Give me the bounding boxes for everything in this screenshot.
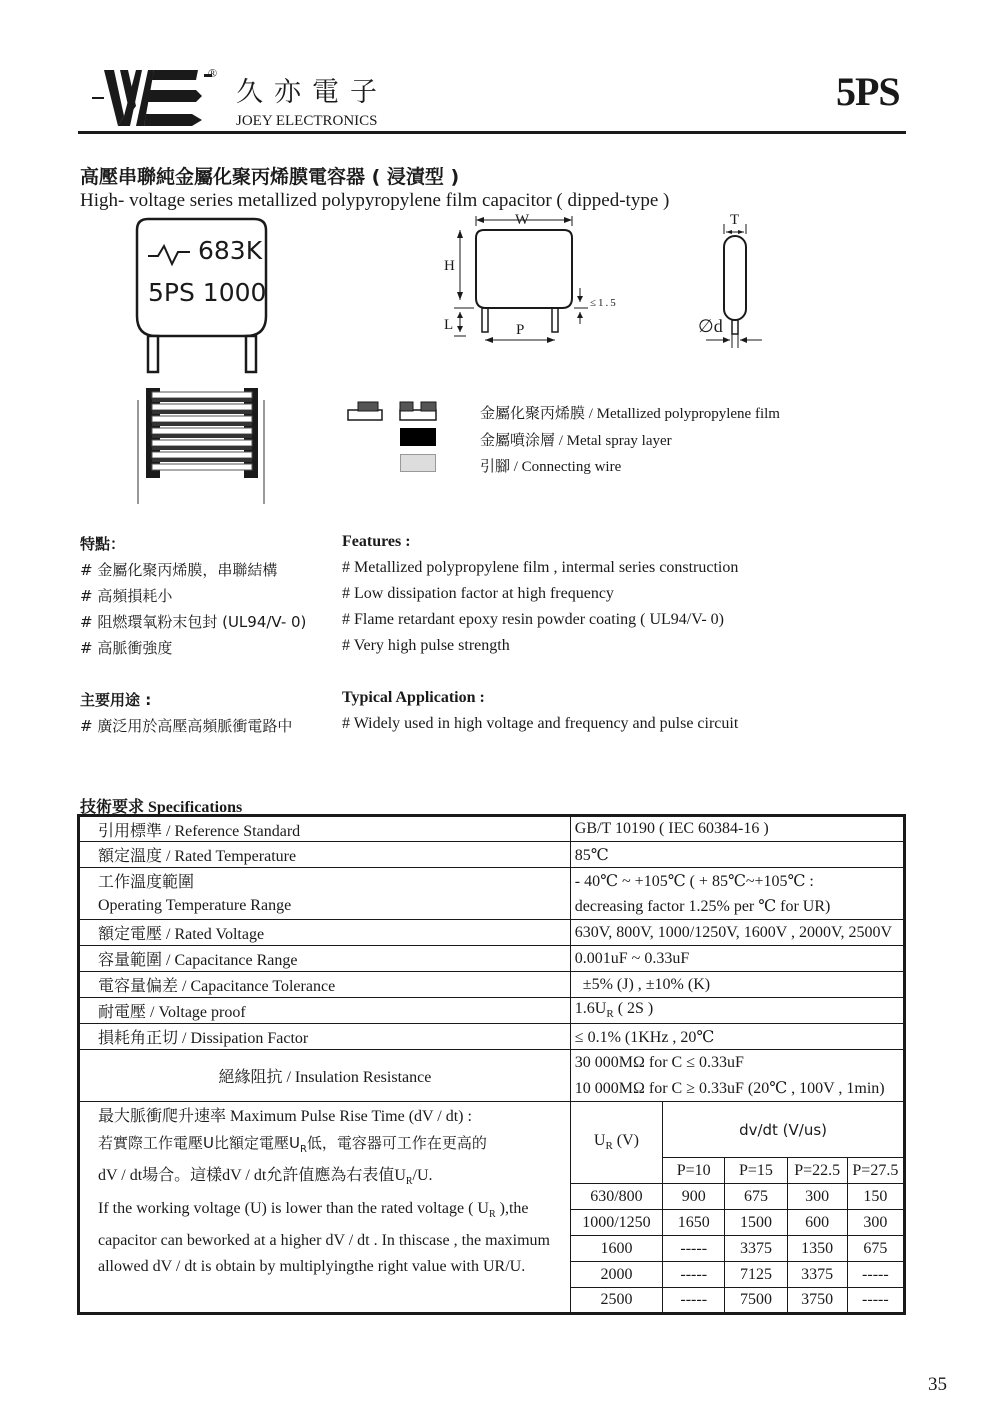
legend-film: 金屬化聚丙烯膜 / Metallized polypropylene film — [480, 406, 780, 422]
table-cell: 2500 — [570, 1288, 662, 1314]
dimension-drawing-front — [436, 212, 636, 352]
application-heading-cn: 主要用途 : — [80, 691, 152, 709]
table-cell: ----- — [847, 1262, 904, 1288]
table-cell: 3750 — [787, 1288, 847, 1314]
specs-heading: 技術要求 Specifications — [80, 799, 243, 816]
table-row — [79, 920, 905, 946]
pulse-line-3a: dV / dt場合。這樣dV / dt允許值應為右表值U — [98, 1167, 406, 1185]
film-layer-icons — [346, 400, 440, 424]
page-number: 35 — [928, 1374, 947, 1395]
spec-label: 引用標準 / Reference Standard — [79, 816, 571, 842]
spec-value — [570, 998, 904, 1024]
ur-header — [570, 1102, 662, 1184]
spec-value: decreasing factor 1.25% per ℃ for UR) — [570, 894, 904, 920]
table-row — [79, 1050, 905, 1076]
table-row — [79, 998, 905, 1024]
insulation-value-2: 10 000MΩ for C ≥ 0.33uF (20℃ , 100V , 1min) — [570, 1076, 904, 1102]
feature-en-1: # Metallized polypropylene film , intermal series construction — [342, 559, 739, 576]
legend-swatch-wire — [400, 454, 436, 472]
pulse-line-4b: ),the — [495, 1199, 529, 1217]
feature-cn-1: # 金屬化聚丙烯膜，串聯結構 — [80, 561, 278, 579]
table-cell: 7500 — [725, 1288, 787, 1314]
spec-label: Operating Temperature Range — [79, 894, 571, 920]
spec-label: 耐電壓 / Voltage proof — [79, 998, 571, 1024]
table-cell: 1500 — [725, 1210, 787, 1236]
pulse-line-2a: 若實際工作電壓U比額定電壓U — [98, 1134, 300, 1153]
table-cell: ----- — [663, 1262, 725, 1288]
table-cell: 1350 — [787, 1236, 847, 1262]
table-cell: 150 — [847, 1184, 904, 1210]
table-cell: 1650 — [663, 1210, 725, 1236]
feature-cn-2: # 高頻損耗小 — [80, 587, 173, 605]
legend-spray: 金屬噴涂層 / Metal spray layer — [480, 433, 672, 449]
spec-value: ≤ 0.1% (1KHz , 20℃ — [570, 1024, 904, 1050]
features-heading-en: Features : — [342, 533, 411, 550]
header-divider — [78, 131, 906, 134]
cross-section-diagram — [134, 386, 274, 508]
pulse-line-4-sub: R — [488, 1208, 496, 1220]
pulse-line-3 — [98, 1163, 566, 1195]
spec-value: GB/T 10190 ( IEC 60384-16 ) — [570, 816, 904, 842]
pitch-header: P=22.5 — [787, 1158, 847, 1184]
table-cell: 3375 — [787, 1262, 847, 1288]
pitch-header: P=27.5 — [847, 1158, 904, 1184]
table-cell: 3375 — [725, 1236, 787, 1262]
table-row — [79, 868, 905, 894]
spec-value: 0.001uF ~ 0.33uF — [570, 946, 904, 972]
voltage-proof-tail: ( 2S ) — [613, 1000, 654, 1018]
ur-label: U — [593, 1132, 606, 1150]
dim-t-label: T — [730, 212, 740, 228]
pulse-line-2b: 低，電容器可工作在更高的 — [306, 1134, 487, 1153]
ur-sub: R — [605, 1140, 613, 1153]
table-cell: 1600 — [570, 1236, 662, 1262]
feature-en-3: # Flame retardant epoxy resin powder coating ( UL94/V- 0) — [342, 611, 724, 628]
pulse-description — [79, 1102, 571, 1314]
spec-value: 630V, 800V, 1000/1250V, 1600V , 2000V, 2500V — [570, 920, 904, 946]
application-cn: # 廣泛用於高壓高頻脈衝電路中 — [80, 717, 293, 735]
marking-model-voltage: 5PS 1000 — [148, 278, 267, 307]
spec-label: 容量範圍 / Capacitance Range — [79, 946, 571, 972]
feature-cn-4: # 高脈衝強度 — [80, 639, 173, 657]
pulse-line-1: 最大脈衝爬升速率 Maximum Pulse Rise Time (dV / dt) : — [98, 1108, 472, 1125]
table-row — [79, 946, 905, 972]
dim-d-label — [698, 316, 723, 337]
spec-label: 工作溫度範圍 — [79, 868, 571, 894]
dvdt-header: dv/dt (V/us) — [663, 1102, 905, 1158]
dim-h-label: H — [444, 258, 455, 274]
table-cell: 675 — [847, 1236, 904, 1262]
table-row — [79, 1102, 905, 1158]
table-cell: 300 — [787, 1184, 847, 1210]
table-row — [79, 816, 905, 842]
table-cell: 1000/1250 — [570, 1210, 662, 1236]
table-cell: 675 — [725, 1184, 787, 1210]
feature-en-4: # Very high pulse strength — [342, 637, 510, 654]
spec-label: 損耗角正切 / Dissipation Factor — [79, 1024, 571, 1050]
table-cell: 300 — [847, 1210, 904, 1236]
dim-d-text: d — [713, 316, 723, 336]
spec-value: 85℃ — [570, 842, 904, 868]
title-en: High- voltage series metallized polypyropylene film capacitor ( dipped-type ) — [80, 190, 670, 211]
pulse-line-2 — [98, 1130, 566, 1163]
pulse-line-4a: If the working voltage (U) is lower than the rated voltage ( U — [98, 1199, 489, 1217]
title-cn: 高壓串聯純金屬化聚丙烯膜電容器 ( 浸漬型 ) — [80, 166, 460, 188]
application-heading-en: Typical Application : — [342, 689, 485, 706]
ur-unit: (V) — [612, 1132, 639, 1150]
spec-label: 額定溫度 / Rated Temperature — [79, 842, 571, 868]
insulation-value-1: 30 000MΩ for C ≤ 0.33uF — [570, 1050, 904, 1076]
brand-name-en: JOEY ELECTRONICS — [236, 113, 378, 129]
marking-capacitance: 683K — [198, 236, 263, 265]
table-row — [79, 972, 905, 998]
table-row — [79, 1024, 905, 1050]
feature-en-2: # Low dissipation factor at high frequency — [342, 585, 614, 602]
table-cell: 600 — [787, 1210, 847, 1236]
pulse-line-6: allowed dV / dt is obtain by multiplyingthe right value with UR/U. — [98, 1258, 526, 1276]
pulse-line-3-sub: R — [405, 1176, 413, 1188]
voltage-proof-value: 1.6U — [574, 1000, 607, 1018]
legend-wire: 引腳 / Connecting wire — [480, 459, 622, 475]
features-heading-cn: 特點： — [80, 535, 126, 553]
table-cell: 900 — [663, 1184, 725, 1210]
table-cell: ----- — [663, 1288, 725, 1314]
dim-p-label: P — [516, 322, 525, 338]
subscript-r: R — [606, 1008, 614, 1021]
dim-w-label: W — [515, 212, 530, 228]
feature-cn-3: # 阻燃環氧粉末包封 (UL94/V- 0) — [80, 613, 307, 631]
pulse-line-2-sub: R — [299, 1144, 307, 1156]
dim-l-label: L — [444, 317, 454, 333]
table-cell: ----- — [847, 1288, 904, 1314]
table-cell: 630/800 — [570, 1184, 662, 1210]
table-row — [79, 894, 905, 920]
pulse-line-3b: /U. — [412, 1167, 433, 1185]
application-en: # Widely used in high voltage and frequency and pulse circuit — [342, 715, 739, 732]
pitch-header: P=15 — [725, 1158, 787, 1184]
specs-table — [77, 814, 906, 1315]
diameter-icon: ∅ — [698, 316, 714, 336]
spec-label: 額定電壓 / Rated Voltage — [79, 920, 571, 946]
table-cell: 2000 — [570, 1262, 662, 1288]
model-number: 5PS — [836, 69, 900, 114]
insulation-label: 絕緣阻抗 / Insulation Resistance — [79, 1050, 571, 1102]
legend-swatch-spray — [400, 428, 436, 446]
table-cell: 7125 — [725, 1262, 787, 1288]
dim-le-label: ≤1.5 — [590, 297, 618, 309]
table-row — [79, 842, 905, 868]
spec-label: 電容量偏差 / Capacitance Tolerance — [79, 972, 571, 998]
spec-value: ±5% (J) , ±10% (K) — [570, 972, 904, 998]
pitch-header: P=10 — [663, 1158, 725, 1184]
pulse-line-4 — [98, 1196, 566, 1228]
spec-value: - 40℃ ~ +105℃ ( + 85℃~+105℃ : — [570, 868, 904, 894]
registered-mark: ® — [208, 66, 218, 80]
table-cell: ----- — [663, 1236, 725, 1262]
brand-name-cn: 久亦電子 — [236, 77, 388, 108]
pulse-line-5: capacitor can beworked at a higher dV / dt . In thiscase , the maximum — [98, 1232, 550, 1250]
